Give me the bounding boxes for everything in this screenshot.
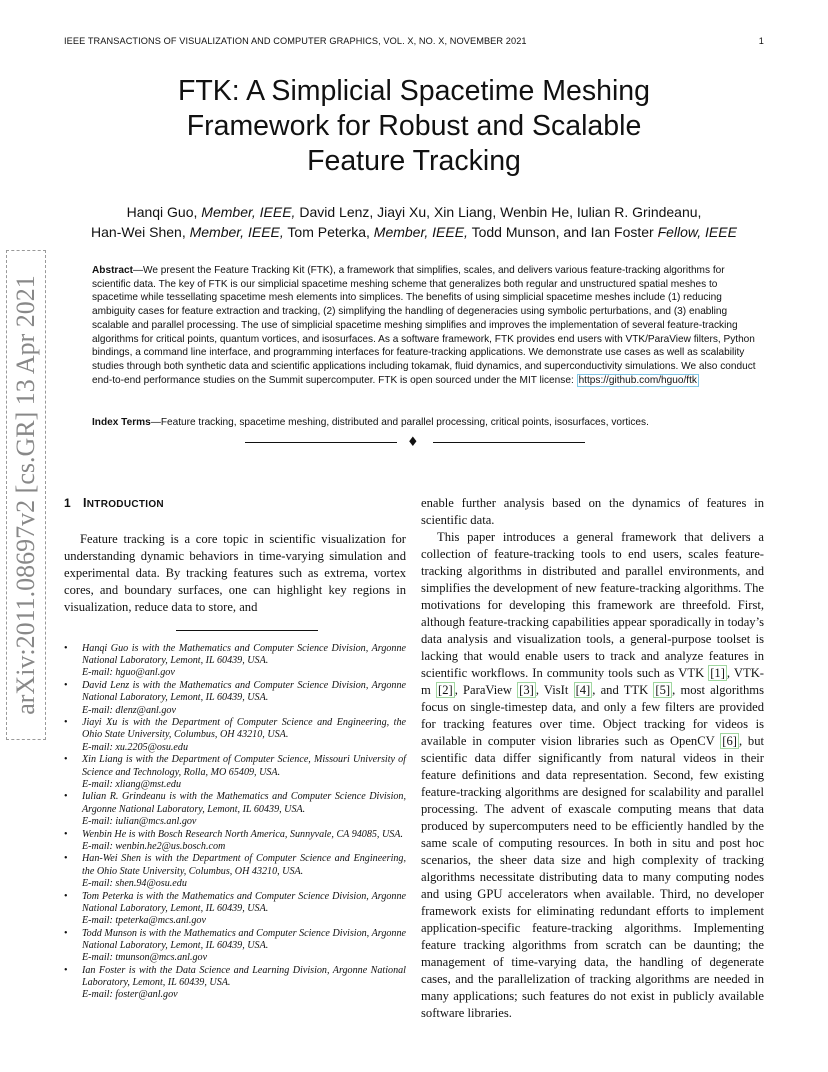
footnote-item: • Xin Liang is with the Department of Computer Science, Missouri University of Science and Technology, Rolla, MO 65409, USA. E-mail: xliang@mst.edu bbox=[64, 754, 406, 791]
footnote-email: E-mail: dlenz@anl.gov bbox=[82, 704, 176, 716]
citation-link[interactable]: [2] bbox=[438, 683, 453, 697]
journal-name: IEEE TRANSACTIONS OF VISUALIZATION AND COMPUTER GRAPHICS, VOL. X, NO. X, NOVEMBER 2021 bbox=[64, 36, 527, 46]
footnote-rule bbox=[176, 630, 318, 631]
index-terms-text: —Feature tracking, spacetime meshing, distributed and parallel processing, critical points, isosurfaces, vortices. bbox=[150, 417, 649, 428]
title-line-3: Feature Tracking bbox=[307, 145, 521, 177]
citation-link[interactable]: [5] bbox=[655, 683, 671, 697]
author-guo: Hanqi Guo, bbox=[126, 204, 198, 220]
author-footnotes bbox=[64, 643, 406, 1001]
footnote-email: E-mail: tmunson@mcs.anl.gov bbox=[82, 952, 208, 964]
author-list bbox=[64, 202, 764, 242]
footnote-item: • Han-Wei Shen is with the Department of Computer Science and Engineering, the Ohio State University, Columbus, OH 43210, USA. E-mail: shen.94@osu.edu bbox=[64, 853, 406, 890]
footnote-item: • Tom Peterka is with the Mathematics and Computer Science Division, Argonne National Laboratory, Lemont, IL 60439, USA. E-mail: tpeterka@mcs.anl.gov bbox=[64, 891, 406, 928]
footnote-item: • Ian Foster is with the Data Science and Learning Division, Argonne National Laboratory, Lemont, IL 60439, USA. E-mail: foster@anl.gov bbox=[64, 965, 406, 1002]
footnote-item: • Wenbin He is with Bosch Research North America, Sunnyvale, CA 94085, USA. E-mail: wenbin.he2@us.bosch.com bbox=[64, 829, 406, 853]
footnote-email: E-mail: hguo@anl.gov bbox=[82, 667, 175, 679]
footnote-email: E-mail: wenbin.he2@us.bosch.com bbox=[82, 840, 226, 852]
authors-last: Todd Munson, and Ian Foster bbox=[471, 224, 654, 240]
footnote-item: • David Lenz is with the Mathematics and Computer Science Division, Argonne National Laboratory, Lemont, IL 60439, USA. E-mail: dlenz@anl.gov bbox=[64, 680, 406, 717]
author-peterka-role: Member, IEEE, bbox=[373, 224, 468, 240]
author-peterka: Tom Peterka, bbox=[287, 224, 370, 240]
footnote-email: E-mail: shen.94@osu.edu bbox=[82, 877, 187, 889]
paper-title bbox=[64, 74, 764, 179]
abstract-label: Abstract bbox=[92, 265, 133, 276]
separator-line-left bbox=[245, 442, 397, 443]
author-shen: Han-Wei Shen, bbox=[91, 224, 186, 240]
section-title-initial: I bbox=[82, 496, 87, 510]
citation-link[interactable]: [4] bbox=[575, 683, 591, 697]
author-foster-role: Fellow, IEEE bbox=[657, 224, 737, 240]
footnote-email: E-mail: xu.2205@osu.edu bbox=[82, 741, 188, 753]
index-terms bbox=[92, 417, 764, 428]
right-column bbox=[421, 495, 764, 1022]
title-line-1: FTK: A Simplicial Spacetime Meshing bbox=[177, 75, 651, 107]
footnote-email: E-mail: foster@anl.gov bbox=[82, 989, 178, 1001]
continued-paragraph: enable further analysis based on the dynamics of features in scientific data. bbox=[421, 496, 764, 527]
left-column bbox=[64, 495, 406, 1002]
footnote-email: E-mail: tpeterka@mcs.anl.gov bbox=[82, 914, 206, 926]
arxiv-stamp[interactable] bbox=[6, 250, 46, 740]
citation-link[interactable]: [3] bbox=[519, 683, 534, 697]
section-separator bbox=[245, 436, 585, 450]
author-shen-role: Member, IEEE, bbox=[189, 224, 284, 240]
abstract bbox=[92, 264, 764, 387]
footnote-item: • Hanqi Guo is with the Mathematics and Computer Science Division, Argonne National Laboratory, Lemont, IL 60439, USA. E-mail: hguo@anl.gov bbox=[64, 643, 406, 680]
index-terms-label: Index Terms bbox=[92, 417, 151, 428]
footnote-item: • Todd Munson is with the Mathematics and Computer Science Division, Argonne National Laboratory, Lemont, IL 60439, USA. E-mail: tmunson@mcs.anl.gov bbox=[64, 928, 406, 965]
footnote-item: • Iulian R. Grindeanu is with the Mathematics and Computer Science Division, Argonne National Laboratory, Lemont, IL 60439, USA. E-mail: iulian@mcs.anl.gov bbox=[64, 791, 406, 828]
title-line-2: Framework for Robust and Scalable bbox=[186, 110, 642, 142]
motivation-paragraph: This paper introduces a general framework that delivers a collection of feature-tracking tools to end users, scales feature-tracking algorithms in distributed and parallel environments, and simplifies the development of new feature-tracking algorithms. The motivations for developing this framework are threefold. First, although feature-tracking capabilities appear sporadically in today’s data analysis and visualization tools, a general-purpose toolset is lacking that would enable users to track and analyze features in scientific workflows. In community tools such as VTK [1] , VTK-m [2] , ParaView [3] , VisIt [4] , and TTK [5] , most algorithms focus on single-timestep data, and only a few filters are provided for tracking features over time. Object tracking for videos is available in computer vision libraries such as OpenCV [6] , but scientific data differ significantly from natural videos in their feature definitions and data representation. Second, few existing feature-tracking algorithms are designed for scalability and parallel processing. The advent of exascale computing means that data produced by supercomputers need to be efficiently handled by the same scale of computing resources. In both in situ and post hoc scenarios, the sheer data size and high complexity of tracking algorithms necessitate distributing data to many computing nodes and using GPU accelerators when available. Third, no developer framework exists for eliminating redundant efforts to implement application-specific feature-tracking algorithms. Implementing feature tracking algorithms from scratch can be daunting; the management of time-varying data, the handling of degenerate cases, and the parallelization of tracking algorithms are needed in many applications; such features do not exist in publicly available software libraries. bbox=[421, 530, 765, 1020]
section-title-rest: NTRODUCTION bbox=[86, 499, 164, 510]
intro-paragraph: Feature tracking is a core topic in scientific visualization for understanding dynamic behaviors in time-varying simulation and experimental data. By tracking features such as extrema, vortex cores, and boundary surfaces, one can highlight key regions in visualization, reduce data to store, and bbox=[64, 532, 406, 614]
running-header bbox=[64, 36, 764, 46]
authors-middle: David Lenz, Jiayi Xu, Xin Liang, Wenbin He, Iulian R. Grindeanu, bbox=[299, 204, 702, 220]
diamond-icon: ♦ bbox=[407, 435, 419, 450]
footnote-email: E-mail: iulian@mcs.anl.gov bbox=[82, 815, 197, 827]
citation-link[interactable]: [6] bbox=[722, 734, 737, 748]
separator-line-right bbox=[433, 442, 585, 443]
section-heading bbox=[64, 495, 406, 513]
github-link[interactable]: https://github.com/hguo/ftk bbox=[578, 374, 697, 386]
footnote-item: • Jiayi Xu is with the Department of Computer Science and Engineering, the Ohio State University, Columbus, OH 43210, USA. E-mail: xu.2205@osu.edu bbox=[64, 717, 406, 754]
author-guo-role: Member, IEEE, bbox=[201, 204, 296, 220]
arxiv-stamp-text: arXiv:2011.08697v2 [cs.GR] 13 Apr 2021 bbox=[11, 275, 40, 715]
citation-link[interactable]: [1] bbox=[710, 666, 725, 680]
section-number: 1 bbox=[64, 496, 71, 510]
footnote-email: E-mail: xliang@mst.edu bbox=[82, 778, 181, 790]
abstract-text: —We present the Feature Tracking Kit (FTK), a framework that simplifies, scales, and delivers various feature-tracking algorithms for scientific data. The key of FTK is our simplicial spacetime meshing scheme that generalizes both regular and unstructured spatial meshes to spacetime while tessellating spacetime mesh elements into simplices. The benefits of using simplicial spacetime meshes include (1) reducing ambiguity cases for feature extraction and tracking, (2) simplifying the handling of degeneracies using symbolic perturbations, and (3) enabling scalable and parallel processing. The use of simplicial spacetime meshing simplifies and improves the implementation of several feature-tracking algorithms for critical points, quantum vortices, and isosurfaces. As a software framework, FTK provides end users with VTK/ParaView filters, Python bindings, a command line interface, and programming interfaces for feature-tracking applications. We demonstrate use cases as well as scalability studies through both synthetic data and scientific applications including tokamak, fluid dynamics, and superconductivity simulations. We also conduct end-to-end performance studies on the Summit supercomputer. FTK is open sourced under the MIT license: bbox=[92, 265, 756, 386]
page-number: 1 bbox=[758, 36, 764, 46]
